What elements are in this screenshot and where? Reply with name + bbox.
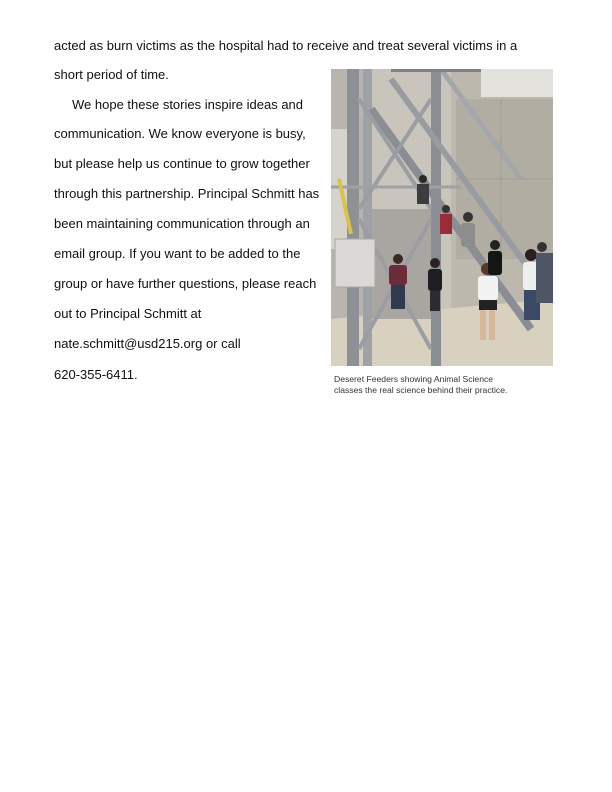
- caption-line: classes the real science behind their practice.: [334, 385, 508, 395]
- paragraph-line: nate.schmitt@usd215.org or call: [54, 336, 241, 351]
- photo-steel-staircase: [331, 69, 553, 366]
- caption-line: Deseret Feeders showing Animal Science: [334, 374, 494, 384]
- paragraph-line: out to Principal Schmitt at: [54, 306, 202, 321]
- photo-illustration: [331, 69, 553, 366]
- paragraph-line: but please help us continue to grow together: [54, 156, 310, 171]
- paragraph-line: email group. If you want to be added to the: [54, 246, 301, 261]
- paragraph-line: acted as burn victims as the hospital had to receive and treat several victims in a: [54, 38, 518, 53]
- paragraph-line: short period of time.: [54, 67, 169, 82]
- paragraph-line: group or have further questions, please reach: [54, 276, 317, 291]
- paragraph-line: through this partnership. Principal Schmitt has: [54, 186, 320, 201]
- photo-caption: [334, 374, 556, 396]
- paragraph-line: communication. We know everyone is busy,: [54, 126, 306, 141]
- paragraph-line: We hope these stories inspire ideas and: [72, 97, 304, 112]
- paragraph-line: been maintaining communication through an: [54, 216, 310, 231]
- paragraph-line: 620-355-6411.: [54, 367, 138, 382]
